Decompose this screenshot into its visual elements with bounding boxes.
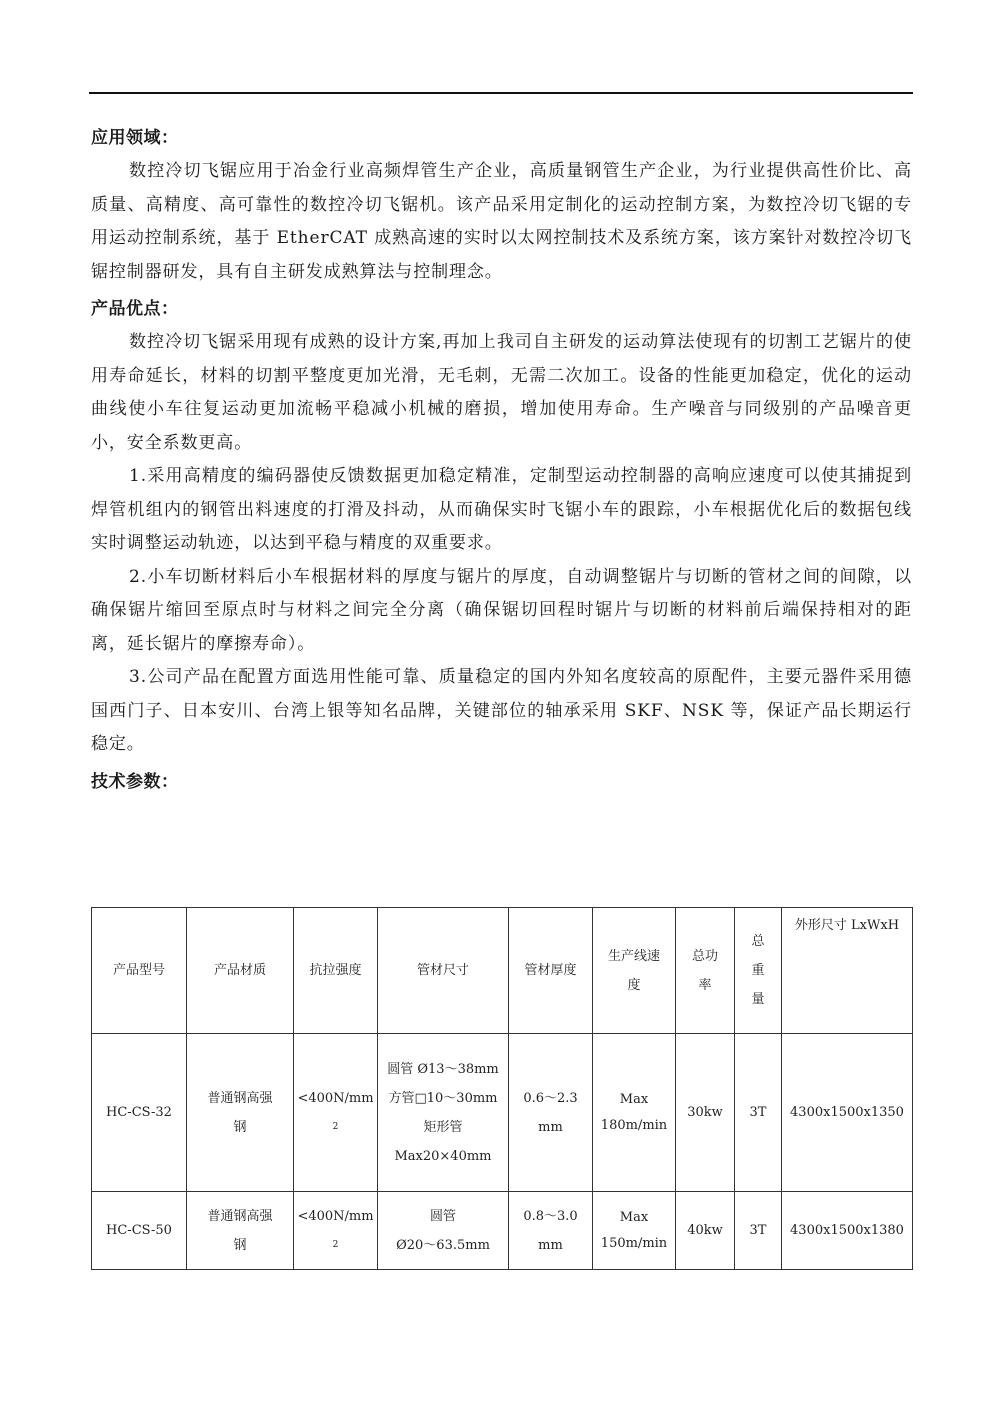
table-header-row (92, 908, 913, 1034)
advantages-paragraph-1: 1.采用高精度的编码器使反馈数据更加稳定精准，定制型运动控制器的高响应速度可以使其捕捉到焊管机组内的钢管出料速度的打滑及抖动，从而确保实时飞锯小车的跟踪，小车根据优化后的数据包线实时调整运动轨迹，以达到平稳与精度的双重要求。 (91, 466, 912, 553)
advantages-paragraph-intro: 数控冷切飞锯采用现有成熟的设计方案,再加上我司自主研发的运动算法使现有的切割工艺锯片的使用寿命延长，材料的切割平整度更加光滑，无毛刺，无需二次加工。设备的性能更加稳定，优化的运动曲线使小车往复运动更加流畅平稳减小机械的磨损，增加使用寿命。生产噪音与同级别的产品噪音更小，安全系数更高。 (91, 332, 912, 453)
cell-power: 30kw (676, 1034, 735, 1192)
cell-tensile-unit-exponent: 2 (332, 1239, 339, 1250)
cell-speed (593, 1192, 676, 1270)
cell-pipe-size (378, 1192, 509, 1270)
header-speed-line: 度 (627, 977, 641, 993)
cell-pipe-size-line: 矩形管 (423, 1119, 463, 1135)
cell-thickness (509, 1034, 593, 1192)
header-dimensions: 外形尺寸 LxWxH (782, 908, 913, 1034)
header-weight-line: 量 (751, 992, 765, 1007)
cell-pipe-size-line: 方管□10～30mm (388, 1090, 498, 1106)
cell-pipe-size (378, 1034, 509, 1192)
cell-model: HC-CS-50 (92, 1192, 187, 1270)
header-model: 产品型号 (92, 908, 187, 1034)
header-weight (735, 908, 782, 1034)
application-paragraph: 数控冷切飞锯应用于冶金行业高频焊管生产企业，高质量钢管生产企业，为行业提供高性价比、高质量、高精度、高可靠性的数控冷切飞锯机。该产品采用定制化的运动控制方案，为数控冷切飞锯的专用运动控制系统，基于 EtherCAT 成熟高速的实时以太网控制技术及系统方案，该方案针对数控冷切飞锯控制器研发，具有自主研发成熟算法与控制理念。 (91, 161, 912, 282)
header-pipe-size: 管材尺寸 (378, 908, 509, 1034)
specs-table (91, 907, 913, 1270)
cell-tensile-unit-exponent: 2 (332, 1121, 339, 1132)
header-speed-line: 生产线速 (607, 948, 660, 964)
cell-model: HC-CS-32 (92, 1034, 187, 1192)
cell-material-line: 普通钢高强 (207, 1090, 273, 1106)
cell-material-line: 普通钢高强 (207, 1208, 273, 1224)
header-power (676, 908, 735, 1034)
section-heading-specs: 技术参数： (91, 771, 179, 792)
section-heading-application: 应用领域： (91, 128, 179, 148)
cell-material (187, 1192, 294, 1270)
header-speed (593, 908, 676, 1034)
header-material: 产品材质 (187, 908, 294, 1034)
cell-weight: 3T (735, 1034, 782, 1192)
cell-tensile-value: <400N/mm (297, 1208, 374, 1224)
cell-thickness-line: mm (538, 1119, 563, 1135)
cell-material (187, 1034, 294, 1192)
cell-pipe-size-line: 圆管 Ø13～38mm (387, 1061, 499, 1077)
table-row (92, 1192, 913, 1270)
cell-dimensions: 4300x1500x1380 (782, 1192, 913, 1270)
header-thickness: 管材厚度 (509, 908, 593, 1034)
header-power-line: 率 (698, 977, 712, 993)
cell-thickness-line: 0.6～2.3 (523, 1090, 578, 1106)
cell-dimensions: 4300x1500x1350 (782, 1034, 913, 1192)
cell-speed-line: 180m/min (600, 1117, 668, 1133)
advantages-paragraph-2: 2.小车切断材料后小车根据材料的厚度与锯片的厚度，自动调整锯片与切断的管材之间的间隙，以确保锯片缩回至原点时与材料之间完全分离（确保锯切回程时锯片与切断的材料前后端保持相对的距离，延长锯片的摩擦寿命）。 (91, 566, 912, 654)
cell-pipe-size-line: Ø20～63.5mm (396, 1237, 490, 1253)
cell-speed-line: Max (619, 1209, 649, 1225)
header-tensile: 抗拉强度 (294, 908, 378, 1034)
cell-weight: 3T (735, 1192, 782, 1270)
cell-thickness-line: 0.8～3.0 (523, 1208, 578, 1224)
cell-thickness (509, 1192, 593, 1270)
header-weight-line: 重 (751, 963, 765, 978)
cell-speed-line: 150m/min (600, 1235, 668, 1251)
cell-tensile-value: <400N/mm (297, 1090, 374, 1106)
header-weight-line: 总 (751, 934, 765, 949)
cell-tensile (294, 1192, 378, 1270)
cell-pipe-size-line: Max20×40mm (394, 1148, 492, 1164)
document-body (91, 118, 912, 799)
cell-speed (593, 1034, 676, 1192)
table-row (92, 1034, 913, 1192)
cell-material-line: 钢 (233, 1119, 247, 1135)
cell-thickness-line: mm (538, 1237, 563, 1253)
advantages-paragraph-3: 3.公司产品在配置方面选用性能可靠、质量稳定的国内外知名度较高的原配件，主要元器件采用德国西门子、日本安川、台湾上银等知名品牌，关键部位的轴承采用 SKF、NSK 等，保证产品长期运行稳定。 (91, 667, 912, 754)
cell-material-line: 钢 (233, 1237, 247, 1253)
cell-speed-line: Max (619, 1091, 649, 1107)
cell-power: 40kw (676, 1192, 735, 1270)
cell-tensile (294, 1034, 378, 1192)
section-heading-advantages: 产品优点： (91, 299, 179, 319)
header-power-line: 总功 (691, 948, 718, 964)
header-rule (89, 92, 913, 94)
cell-pipe-size-line: 圆管 (429, 1208, 456, 1224)
